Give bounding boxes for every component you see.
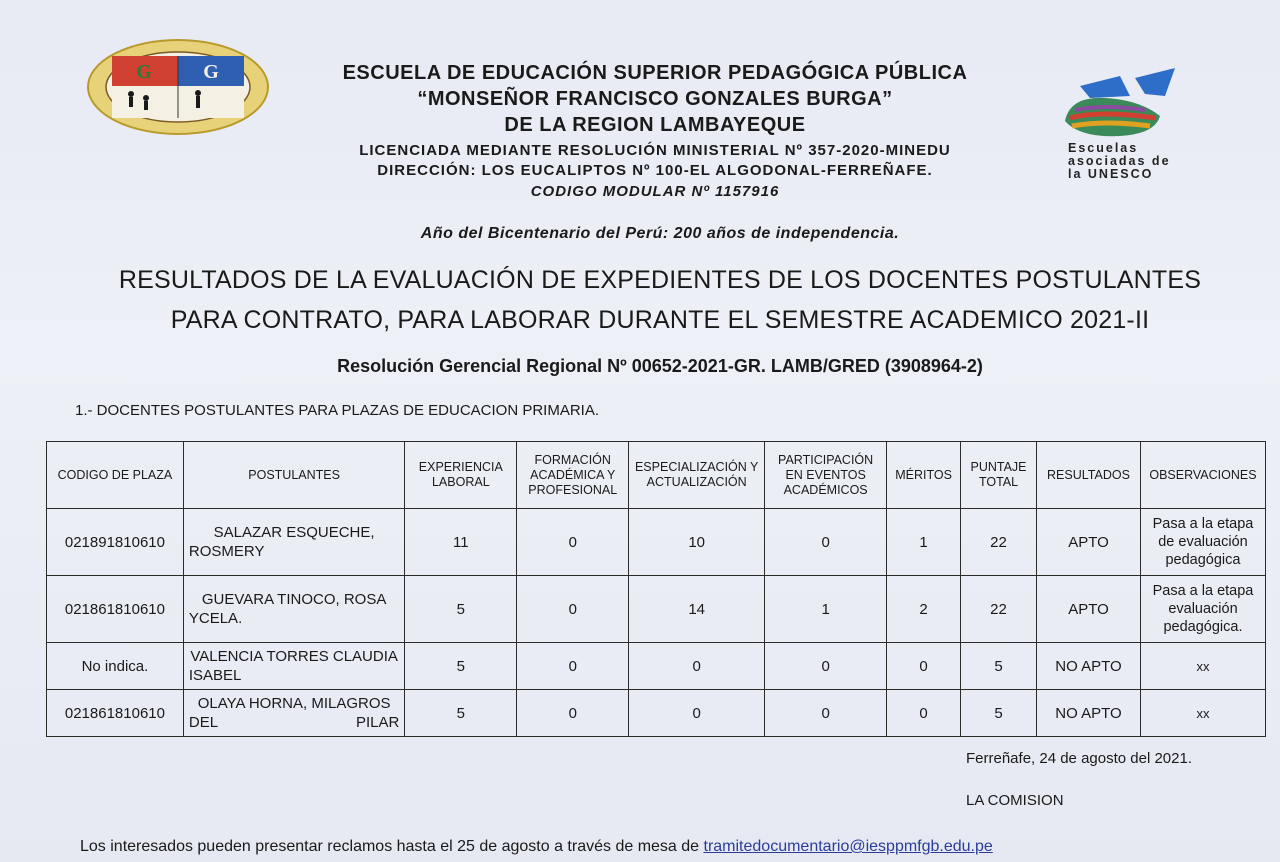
cell-formation: 0: [517, 643, 629, 690]
table-row: [47, 509, 1266, 576]
cell-result: NO APTO: [1037, 690, 1141, 737]
header-postulantes: POSTULANTES: [183, 442, 404, 509]
document-title-line-1: RESULTADOS DE LA EVALUACIÓN DE EXPEDIENTES DE LOS DOCENTES POSTULANTES: [118, 266, 1202, 294]
cell-specialization: 10: [629, 509, 765, 576]
header-line-5: DIRECCIÓN: LOS EUCALIPTOS Nº 100-EL ALGODONAL-FERREÑAFE.: [377, 162, 933, 179]
cell-participation: 1: [765, 576, 887, 643]
header-resultados: RESULTADOS: [1037, 442, 1141, 509]
cell-total: 22: [961, 509, 1037, 576]
header-line-2: “MONSEÑOR FRANCISCO GONZALES BURGA”: [417, 88, 893, 110]
header-puntaje: PUNTAJE TOTAL: [961, 442, 1037, 509]
results-table: [46, 441, 1266, 737]
resolution-number: Resolución Gerencial Regional Nº 00652-2021-GR. LAMB/GRED (3908964-2): [337, 356, 983, 376]
header-participacion: PARTICIPACIÓN EN EVENTOS ACADÉMICOS: [765, 442, 887, 509]
cell-code: No indica.: [47, 643, 184, 690]
cell-total: 22: [961, 576, 1037, 643]
cell-observation: xx: [1140, 643, 1265, 690]
cell-result: NO APTO: [1037, 643, 1141, 690]
svg-text:G: G: [203, 61, 219, 83]
cell-formation: 0: [517, 690, 629, 737]
cell-specialization: 0: [629, 643, 765, 690]
year-motto: Año del Bicentenario del Perú: 200 años de independencia.: [420, 225, 900, 242]
cell-code: 021891810610: [47, 509, 184, 576]
cell-participation: 0: [765, 643, 887, 690]
header-codigo: CODIGO DE PLAZA: [47, 442, 184, 509]
cell-formation: 0: [517, 509, 629, 576]
header-formacion: FORMACIÓN ACADÉMICA Y PROFESIONAL: [517, 442, 629, 509]
header-observaciones: OBSERVACIONES: [1140, 442, 1265, 509]
table-row: [47, 690, 1266, 737]
cell-participation: 0: [765, 509, 887, 576]
cell-merits: 2: [887, 576, 961, 643]
table-row: [47, 643, 1266, 690]
cell-name: GUEVARA TINOCO, ROSA YCELA.: [183, 576, 404, 643]
cell-specialization: 0: [629, 690, 765, 737]
header-line-4: LICENCIADA MEDIANTE RESOLUCIÓN MINISTERIAL Nº 357-2020-MINEDU: [359, 142, 951, 159]
cell-total: 5: [961, 643, 1037, 690]
unesco-caption: Escuelas asociadas de la UNESCO: [1068, 141, 1171, 181]
cell-experience: 5: [405, 643, 517, 690]
cell-experience: 11: [405, 509, 517, 576]
header-line-1: ESCUELA DE EDUCACIÓN SUPERIOR PEDAGÓGICA PÚBLICA: [342, 62, 968, 84]
section-title: 1.- DOCENTES POSTULANTES PARA PLAZAS DE EDUCACION PRIMARIA.: [75, 402, 599, 419]
email-link[interactable]: tramitedocumentario@iesppmfgb.edu.pe: [703, 838, 993, 855]
cell-experience: 5: [405, 576, 517, 643]
table-header-row: [47, 442, 1266, 509]
institution-seal-logo: [86, 38, 270, 136]
signature-commission: LA COMISION: [966, 792, 1064, 809]
svg-text:G: G: [136, 61, 152, 83]
cell-formation: 0: [517, 576, 629, 643]
place-date: Ferreñafe, 24 de agosto del 2021.: [966, 750, 1192, 767]
cell-merits: 0: [887, 690, 961, 737]
cell-total: 5: [961, 690, 1037, 737]
cell-participation: 0: [765, 690, 887, 737]
header-line-6: CODIGO MODULAR Nº 1157916: [530, 183, 780, 200]
cell-observation: Pasa a la etapa de evaluación pedagógica: [1140, 509, 1265, 576]
footnote: [80, 838, 993, 856]
document-title-line-2: PARA CONTRATO, PARA LABORAR DURANTE EL SEMESTRE ACADEMICO 2021-II: [170, 306, 1150, 334]
cell-observation: xx: [1140, 690, 1265, 737]
cell-specialization: 14: [629, 576, 765, 643]
footnote-text: Los interesados pueden presentar reclamos hasta el 25 de agosto a través de mesa de: [80, 838, 704, 855]
table-row: [47, 576, 1266, 643]
cell-name: SALAZAR ESQUECHE, ROSMERY: [183, 509, 404, 576]
cell-experience: 5: [405, 690, 517, 737]
header-meritos: MÉRITOS: [887, 442, 961, 509]
cell-merits: 1: [887, 509, 961, 576]
cell-observation: Pasa a la etapa evaluación pedagógica.: [1140, 576, 1265, 643]
header-especializacion: ESPECIALIZACIÓN Y ACTUALIZACIÓN: [629, 442, 765, 509]
cell-code: 021861810610: [47, 690, 184, 737]
cell-code: 021861810610: [47, 576, 184, 643]
cell-name: VALENCIA TORRES CLAUDIA ISABEL: [183, 643, 404, 690]
cell-result: APTO: [1037, 509, 1141, 576]
header-line-3: DE LA REGION LAMBAYEQUE: [504, 114, 806, 136]
cell-name: OLAYA HORNA, MILAGROS DEL PILAR: [183, 690, 404, 737]
cell-merits: 0: [887, 643, 961, 690]
cell-result: APTO: [1037, 576, 1141, 643]
header-experiencia: EXPERIENCIA LABORAL: [405, 442, 517, 509]
